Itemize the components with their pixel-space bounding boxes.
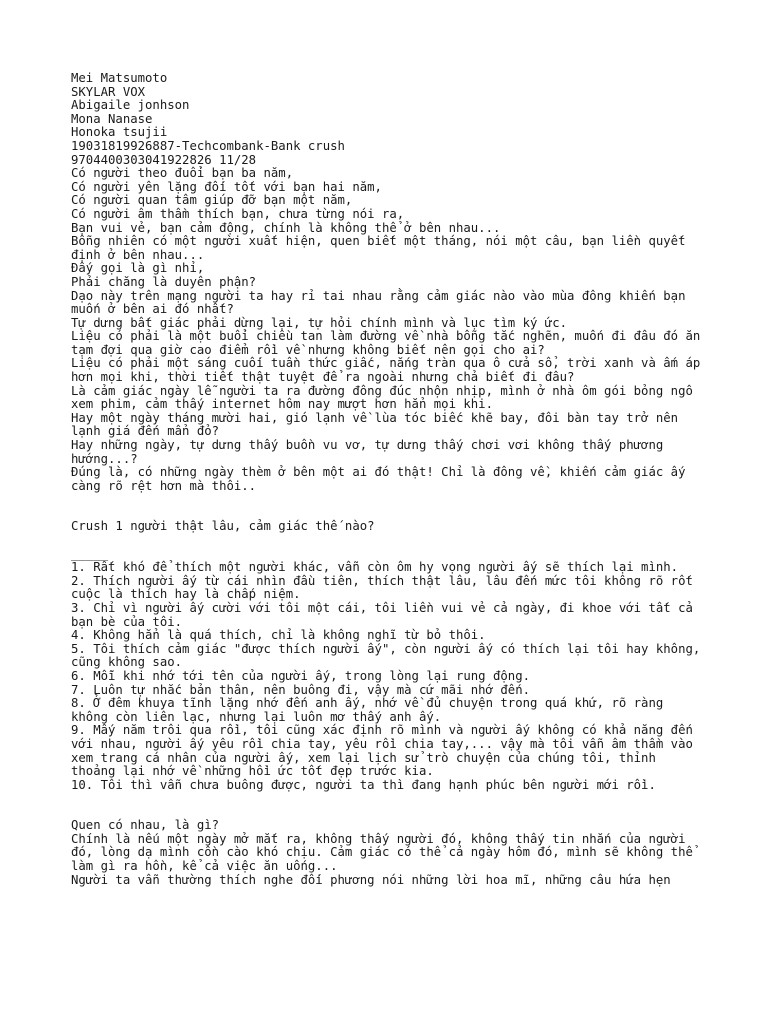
section-spacer [71,493,701,520]
intro-line: Hay một ngày tháng mười hai, gió lạnh về lùa tóc biếc khẽ bay, đôi bàn tay trở nên lạnh giá đến mẩn đỏ? [71,410,679,439]
list-item: 10. Tôi thì vẫn chưa buông được, người ta thì đang hạnh phúc bên người mới rồi. [71,777,656,792]
header-line: 9704400303041922826 11/28 [71,152,257,167]
list-item: 3. Chỉ vì người ấy cười với tôi một cái, tôi liền vui vẻ cả ngày, đi khoe với tất cả bạn bè của tôi. [71,600,693,629]
section-spacer [71,792,701,819]
paragraph-line: Chính là nếu một ngày mở mắt ra, không thấy người đó, không thấy tin nhắn của người đó, lòng dạ mình cồn cào khó chịu. Cảm giác có thể cả ngày hôm đó, mình sẽ không thể làm gì ra hồn, kể cả việc ăn uống... [71,831,693,874]
list-item: 9. Mấy năm trôi qua rồi, tôi cũng xác định rõ mình và người ấy không có khả năng đến với nhau, người ấy yêu rồi chia tay, yêu rồi chia tay,... vậy mà tôi vẫn âm thầm vào xem trang cá nhân của người ấy, xem lại lịch sử trò chuyện của chúng tôi, thỉnh thoảng lại nhớ về những hồi ức tốt đẹp trước kia. [71,723,693,779]
header-line: Honoka tsujii [71,125,168,140]
document-page [71,72,701,887]
list-item: 1. Rất khó để thích một người khác, vẫn còn ôm hy vọng người ấy sẽ thích lại mình. [71,560,679,575]
list-item: 6. Mỗi khi nhớ tới tên của người ấy, trong lòng lại rung động. [71,668,531,683]
intro-line: Đúng là, có những ngày thèm ở bên một ai đó thật! Chỉ là đông về, khiến cảm giác ấy càng rõ rệt hơn mà thôi.. [71,465,686,493]
intro-line: Bỗng nhiên có một người xuất hiện, quen biết một tháng, nói một câu, bạn liền quyết định ở bên nhau... [71,234,686,262]
paragraph-line: Người ta vẫn thường thích nghe đối phương nói những lời hoa mĩ, những câu hứa hẹn [71,872,671,887]
list-item: 8. Ở đêm khuya tĩnh lặng nhớ đến anh ấy, nhớ về đủ chuyện trong quá khứ, rõ ràng không còn liên lạc, nhưng lại luôn mơ thấy anh ấy. [71,696,664,724]
intro-line: Có người yên lặng đối tốt với bạn hai năm, [71,179,382,194]
section-title: Crush 1 người thật lâu, cảm giác thế nào? [71,519,375,534]
section-title: Quen có nhau, là gì? [71,818,220,833]
intro-line: Hay những ngày, tự dưng thấy buồn vu vơ, tự dưng thấy chơi vơi không thấy phương hướng...? [71,438,664,466]
crush-section [71,520,701,792]
header-line: Mei Matsumoto [71,71,168,85]
intro-line: Bạn vui vẻ, bạn cảm động, chính là không thể ở bên nhau... [71,220,501,235]
list-item: 5. Tôi thích cảm giác "được thích người ấy", còn người ấy có thích lại tôi hay không, cũng không sao. [71,641,701,670]
intro-line: Có người quan tâm giúp đỡ bạn một năm, [71,193,353,208]
list-item: 2. Thích người ấy từ cái nhìn đầu tiên, thích thật lâu, lâu đến mức tôi không rõ rốt cuộc là thích hay là chấp niệm. [71,573,693,602]
intro-line: Có người theo đuổi bạn ba năm, [71,166,294,181]
list-item: 4. Không hẳn là quá thích, chỉ là không nghĩ từ bỏ thôi. [71,628,486,643]
header-line: 19031819926887-Techcombank-Bank crush [71,138,345,153]
intro-line: Là cảm giác ngày lễ người ta ra đường đông đúc nhộn nhịp, mình ở nhà ôm gói bỏng ngô xem phim, cảm thấy internet hôm nay mượt hơn hẳn mọi khi. [71,383,693,412]
blank-line [71,534,701,548]
intro-line: Đấy gọi là gì nhỉ, [71,261,205,276]
intro-block [71,167,701,493]
intro-line: Dạo này trên mạng người ta hay rỉ tai nhau rằng cảm giác nào vào mùa đông khiến bạn muốn ở bên ai đó nhất? [71,288,686,317]
intro-line: Tự dưng bất giác phải dừng lại, tự hỏi chính mình và lục tìm ký ức. [71,315,568,330]
intro-line: Liệu có phải một sáng cuối tuần thức giấc, nắng tràn qua ô cửa sổ, trời xanh và ấm áp hơn mọi khi, thời tiết thật tuyệt để ra ngoài nhưng chả biết đi đâu? [71,356,701,385]
intro-line: Liệu có phải là một buổi chiều tan làm đường về nhà bỗng tắc nghẽn, muốn đi đâu đó ăn tạm đợi qua giờ cao điểm rồi về nhưng không biết nên gọi cho ai? [71,329,701,357]
header-line: Abigaile jonhson [71,98,190,113]
quen-section [71,819,701,887]
separator: _____ [71,546,109,561]
header-line: SKYLAR VOX [71,84,146,99]
header-block [71,72,701,167]
header-line: Mona Nanase [71,111,153,126]
intro-line: Phải chăng là duyên phận? [71,274,257,289]
list-item: 7. Luôn tự nhắc bản thân, nên buông đi, vậy mà cứ mãi nhớ đến. [71,682,531,697]
intro-line: Có người âm thầm thích bạn, chưa từng nói ra, [71,206,405,221]
